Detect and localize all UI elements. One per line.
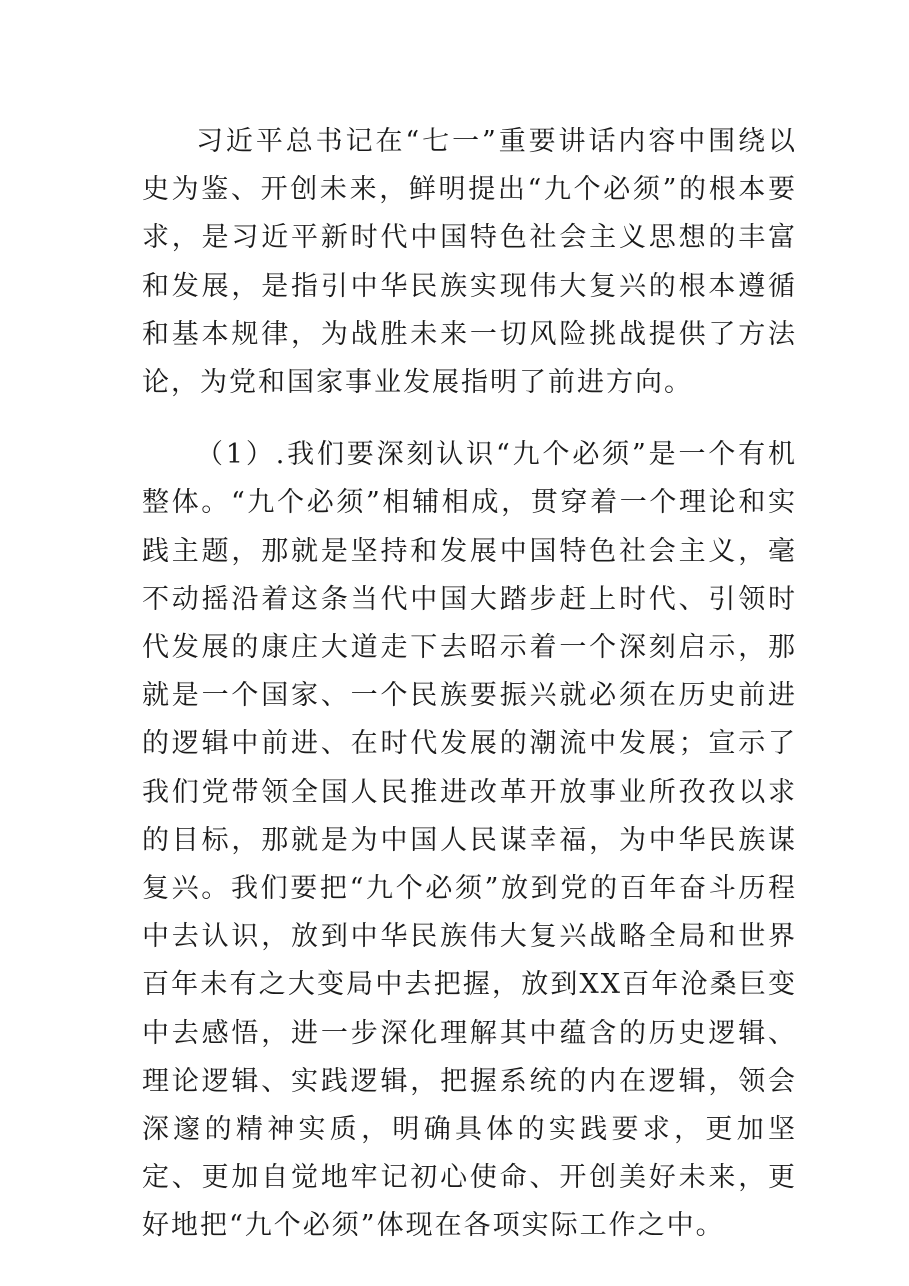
paragraph-intro: 习近平总书记在“七一”重要讲话内容中围绕以史为鉴、开创未来，鲜明提出“九个必须”的根本要求，是习近平新时代中国特色社会主义思想的丰富和发展，是指引中华民族实现伟大复兴的根本遵循和基本规律，为战胜未来一切风险挑战提供了方法论，为党和国家事业发展指明了前进方向。: [142, 126, 797, 399]
document-body: [142, 118, 797, 1251]
paragraph-section-1: （1）.我们要深刻认识“九个必须”是一个有机整体。“九个必须”相辅相成，贯穿着一个理论和实践主题，那就是坚持和发展中国特色社会主义，毫不动摇沿着这条当代中国大踏步赶上时代、引领时代发展的康庄大道走下去昭示着一个深刻启示，那就是一个国家、一个民族要振兴就必须在历史前进的逻辑中前进、在时代发展的潮流中发展；宣示了我们党带领全国人民推进改革开放事业所孜孜以求的目标，那就是为中国人民谋幸福，为中华民族谋复兴。我们要把“九个必须”放到党的百年奋斗历程中去认识，放到中华民族伟大复兴战略全局和世界百年未有之大变局中去把握，放到XX百年沧桑巨变中去感悟，进一步深化理解其中蕴含的历史逻辑、理论逻辑、实践逻辑，把握系统的内在逻辑，领会深邃的精神实质，明确具体的实践要求，更加坚定、更加自觉地牢记初心使命、开创美好未来，更好地把“九个必须”体现在各项实际工作之中。: [142, 439, 797, 1242]
